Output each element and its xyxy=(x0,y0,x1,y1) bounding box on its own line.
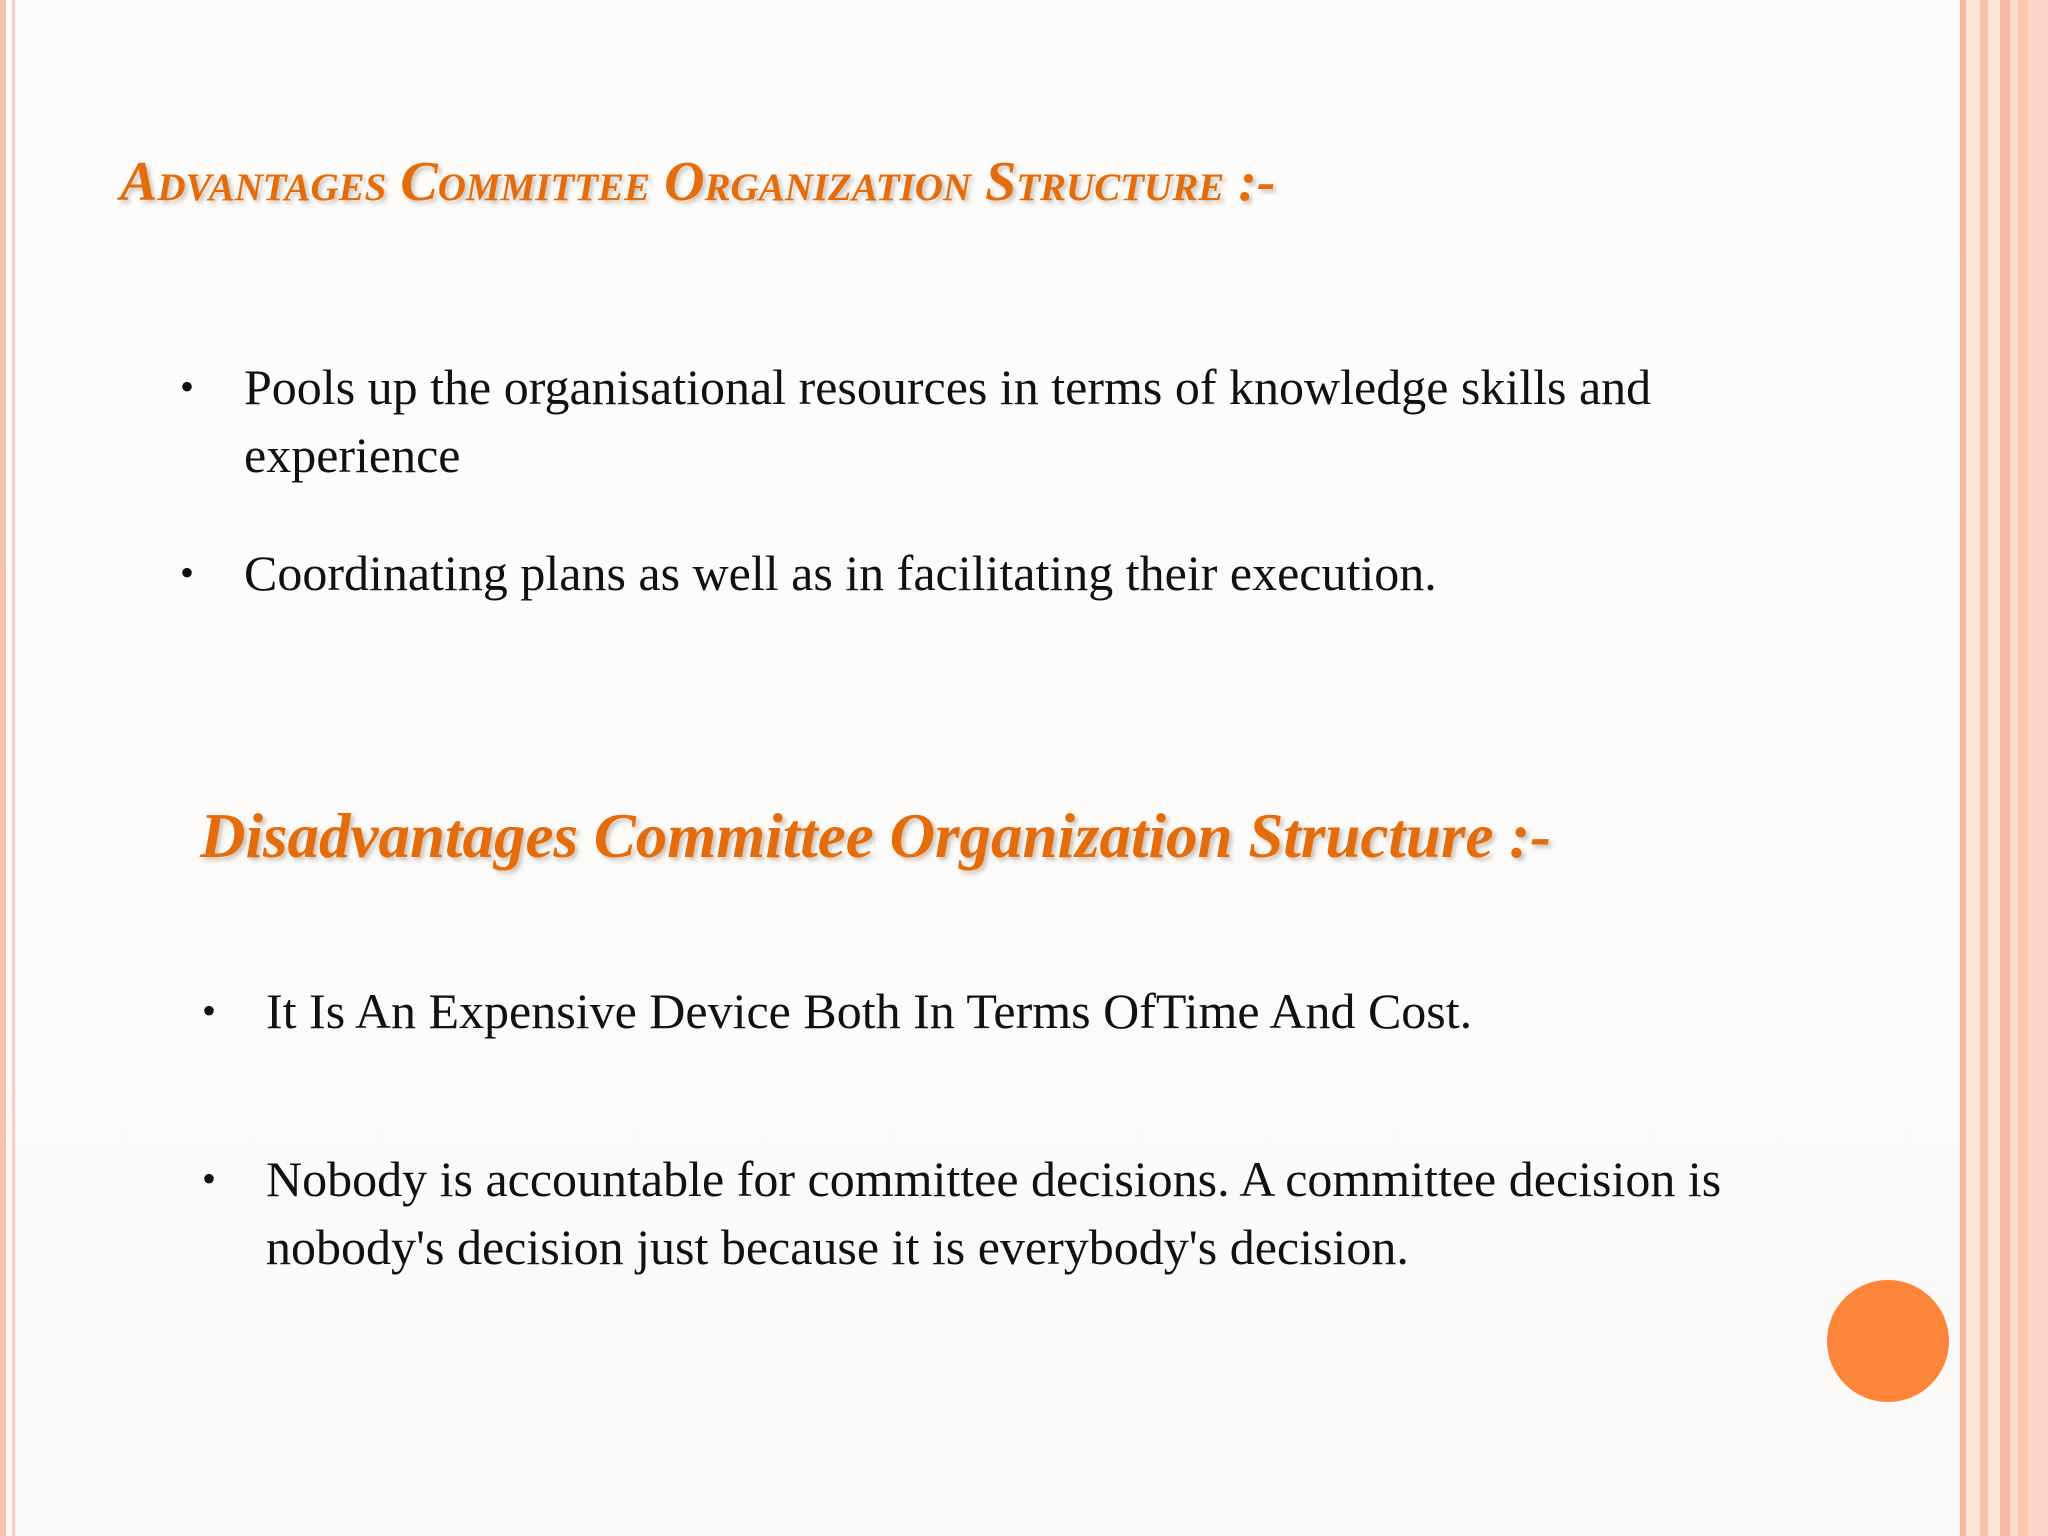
left-border-line-inner xyxy=(12,0,15,1536)
right-border-stripe xyxy=(1980,0,1988,1536)
disadvantages-list xyxy=(202,977,1842,1281)
right-border-stripe xyxy=(2010,0,2018,1536)
right-border-stripe xyxy=(2028,0,2048,1536)
advantages-list-item: • Coordinating plans as well as in facilitating their execution. xyxy=(180,539,1780,607)
right-border-stripe xyxy=(1988,0,2000,1536)
advantages-list-item: • Pools up the organisational resources in terms of knowledge skills and experience xyxy=(180,353,1780,489)
right-border-stripe xyxy=(1966,0,1980,1536)
disadvantages-heading: Disadvantages Committee Organization Structure :- xyxy=(200,801,1552,871)
right-border-stripe xyxy=(2018,0,2028,1536)
left-border-line xyxy=(0,0,6,1536)
orange-circle-decoration xyxy=(1827,1280,1949,1402)
disadvantages-list-item: • Nobody is accountable for committee decisions. A committee decision is nobody's decision just because it is everybody's decision. xyxy=(202,1145,1842,1281)
right-border-stripe xyxy=(2000,0,2010,1536)
advantages-list xyxy=(180,353,1780,607)
advantages-heading: Advantages Committee Organization Structure :- xyxy=(120,151,1276,213)
disadvantages-list-item: • It Is An Expensive Device Both In Terms OfTime And Cost. xyxy=(202,977,1842,1045)
